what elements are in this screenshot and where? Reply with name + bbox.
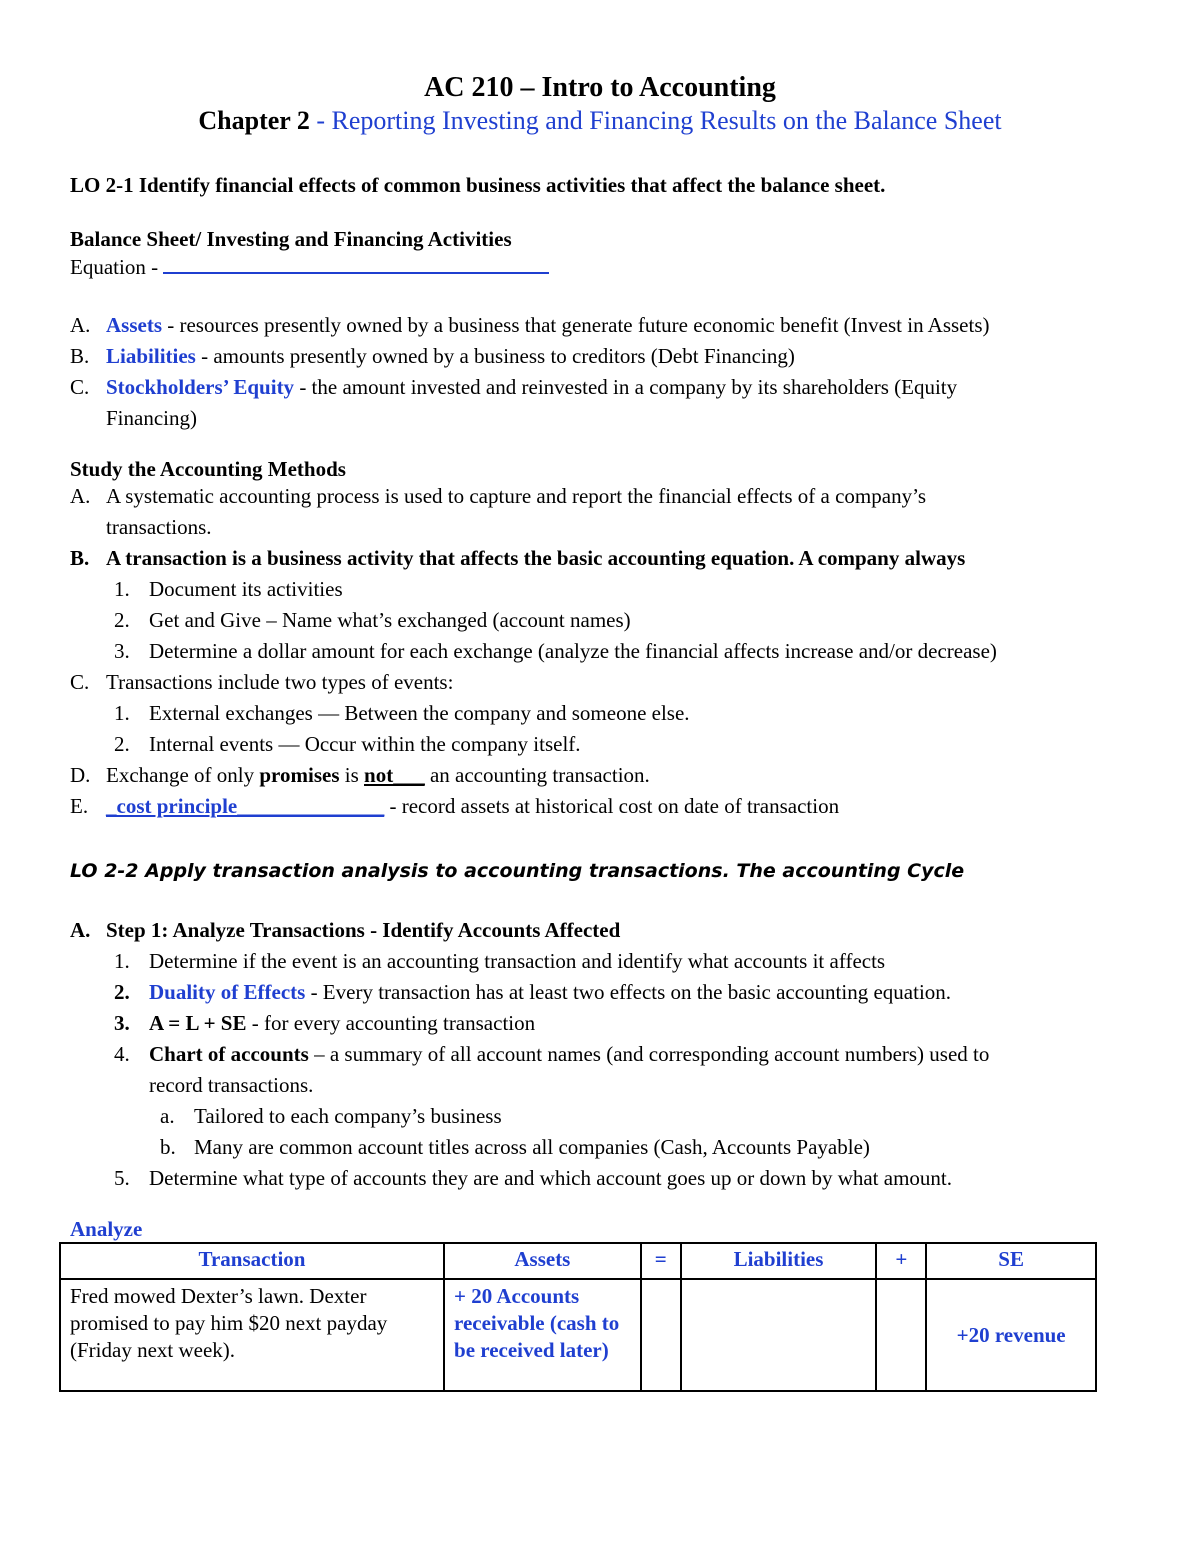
study-d-pre: Exchange of only xyxy=(106,763,260,787)
study-item-d xyxy=(70,761,650,789)
study-e-text: - record assets at historical cost on date of transaction xyxy=(384,794,840,818)
list-item xyxy=(114,1009,535,1037)
item-number: 1. xyxy=(114,949,130,973)
chapter-label: Chapter 2 xyxy=(198,106,310,135)
study-heading: Study the Accounting Methods xyxy=(70,457,346,481)
table-row xyxy=(60,1279,1096,1391)
item-text: Determine if the event is an accounting transaction and identify what accounts it affects xyxy=(149,949,886,973)
item-text: Determine a dollar amount for each exchange (analyze the financial affects increase and/or decrease) xyxy=(149,639,997,663)
list-item xyxy=(70,311,990,339)
step1-title xyxy=(70,916,620,944)
item-text: External exchanges — Between the company and someone else. xyxy=(149,701,690,725)
item-text: - for every accounting transaction xyxy=(246,1011,536,1035)
chart-of-accounts-term: Chart of accounts xyxy=(149,1042,309,1066)
item-number: 2. xyxy=(114,980,130,1004)
item-number: 2. xyxy=(114,608,130,632)
study-item-a xyxy=(70,482,926,510)
list-item xyxy=(114,699,690,727)
item-number: 2. xyxy=(114,732,130,756)
item-text: Determine what type of accounts they are and which account goes up or down by what amount. xyxy=(149,1166,953,1190)
chapter-separator: - xyxy=(309,106,332,135)
assets-desc: - resources presently owned by a business that generate future economic benefit (Invest in Assets) xyxy=(162,313,990,337)
list-item xyxy=(70,373,957,401)
item-marker: C. xyxy=(70,375,90,399)
cell-liabilities xyxy=(681,1279,877,1391)
equity-desc: - the amount invested and reinvested in a company by its shareholders (Equity xyxy=(294,375,958,399)
liabilities-term: Liabilities xyxy=(106,344,196,368)
analyze-table xyxy=(59,1242,1097,1392)
item-letter: b. xyxy=(160,1135,176,1159)
study-a-text: A systematic accounting process is used to capture and report the financial effects of a company’s xyxy=(106,484,927,508)
cost-principle-term: _cost principle______________ xyxy=(106,794,385,818)
equation-label: Equation - xyxy=(70,255,159,279)
lo1-heading: LO 2-1 Identify financial effects of common business activities that affect the balance sheet. xyxy=(70,173,886,197)
list-item xyxy=(114,575,343,603)
item-text: – a summary of all account names (and corresponding account numbers) used to xyxy=(308,1042,990,1066)
duality-term: Duality of Effects xyxy=(149,980,306,1004)
study-d-post: an accounting transaction. xyxy=(424,763,650,787)
equation-term: A = L + SE xyxy=(149,1011,247,1035)
sub-item xyxy=(160,1102,502,1130)
col-se: SE xyxy=(926,1243,1096,1279)
item-text: Many are common account titles across all companies (Cash, Accounts Payable) xyxy=(194,1135,870,1159)
list-item xyxy=(114,637,997,665)
list-item xyxy=(114,730,581,758)
liabilities-desc: - amounts presently owned by a business to creditors (Debt Financing) xyxy=(195,344,795,368)
item-marker: A. xyxy=(70,918,91,942)
item-text-cont: record transactions. xyxy=(149,1073,314,1097)
item-number: 4. xyxy=(114,1042,130,1066)
study-d-mid: is xyxy=(339,763,365,787)
list-item xyxy=(114,606,631,634)
item-marker: B. xyxy=(70,344,90,368)
analyze-label: Analyze xyxy=(70,1217,143,1241)
equation-line xyxy=(70,252,549,281)
item-marker: A. xyxy=(70,484,91,508)
equation-blank xyxy=(163,252,549,274)
list-item xyxy=(114,1040,989,1068)
item-text: Get and Give – Name what’s exchanged (account names) xyxy=(149,608,631,632)
chapter-title xyxy=(0,106,1200,136)
item-number: 3. xyxy=(114,639,130,663)
item-number: 1. xyxy=(114,577,130,601)
cell-plus xyxy=(876,1279,926,1391)
cell-assets: + 20 Accounts receivable (cash to be received later) xyxy=(444,1279,641,1391)
step1-text: Step 1: Analyze Transactions - Identify Accounts Affected xyxy=(106,918,621,942)
study-b-text: A transaction is a business activity that affects the basic accounting equation. A company always xyxy=(106,546,966,570)
list-item xyxy=(114,978,951,1006)
chapter-subtitle: Reporting Investing and Financing Results on the Balance Sheet xyxy=(331,106,1002,135)
item-text: Tailored to each company’s business xyxy=(194,1104,502,1128)
equity-desc-cont: Financing) xyxy=(106,406,197,430)
list-item xyxy=(70,342,795,370)
course-title: AC 210 – Intro to Accounting xyxy=(424,72,776,103)
item-marker: A. xyxy=(70,313,91,337)
promises-term: promises xyxy=(259,763,340,787)
cell-transaction: Fred mowed Dexter’s lawn. Dexter promised to pay him $20 next payday (Friday next week). xyxy=(60,1279,444,1391)
item-text: - Every transaction has at least two effects on the basic accounting equation. xyxy=(305,980,952,1004)
col-plus: + xyxy=(876,1243,926,1279)
col-liabilities: Liabilities xyxy=(681,1243,877,1279)
item-number: 5. xyxy=(114,1166,130,1190)
item-marker: E. xyxy=(70,794,89,818)
study-item-e xyxy=(70,792,839,820)
cell-se: +20 revenue xyxy=(926,1279,1096,1391)
item-number: 3. xyxy=(114,1011,130,1035)
col-transaction: Transaction xyxy=(60,1243,444,1279)
study-item-b xyxy=(70,544,965,572)
assets-term: Assets xyxy=(106,313,162,337)
item-marker: D. xyxy=(70,763,91,787)
col-equals: = xyxy=(641,1243,681,1279)
equity-term: Stockholders’ Equity xyxy=(106,375,295,399)
study-item-c xyxy=(70,668,453,696)
item-marker: B. xyxy=(70,546,90,570)
item-marker: C. xyxy=(70,670,90,694)
study-c-text: Transactions include two types of events: xyxy=(106,670,454,694)
list-item xyxy=(114,947,885,975)
item-letter: a. xyxy=(160,1104,175,1128)
item-text: Internal events — Occur within the company itself. xyxy=(149,732,581,756)
col-assets: Assets xyxy=(444,1243,641,1279)
sub-item xyxy=(160,1133,870,1161)
list-item xyxy=(114,1164,952,1192)
item-text: Document its activities xyxy=(149,577,343,601)
lo2-heading: LO 2-2 Apply transaction analysis to accounting transactions. The accounting Cycle xyxy=(70,860,965,882)
table-header-row xyxy=(60,1243,1096,1279)
balance-sheet-subheading: Balance Sheet/ Investing and Financing Activities xyxy=(70,227,512,251)
cell-equals xyxy=(641,1279,681,1391)
study-a-cont: transactions. xyxy=(106,515,212,539)
item-number: 1. xyxy=(114,701,130,725)
not-term: not___ xyxy=(364,763,425,787)
